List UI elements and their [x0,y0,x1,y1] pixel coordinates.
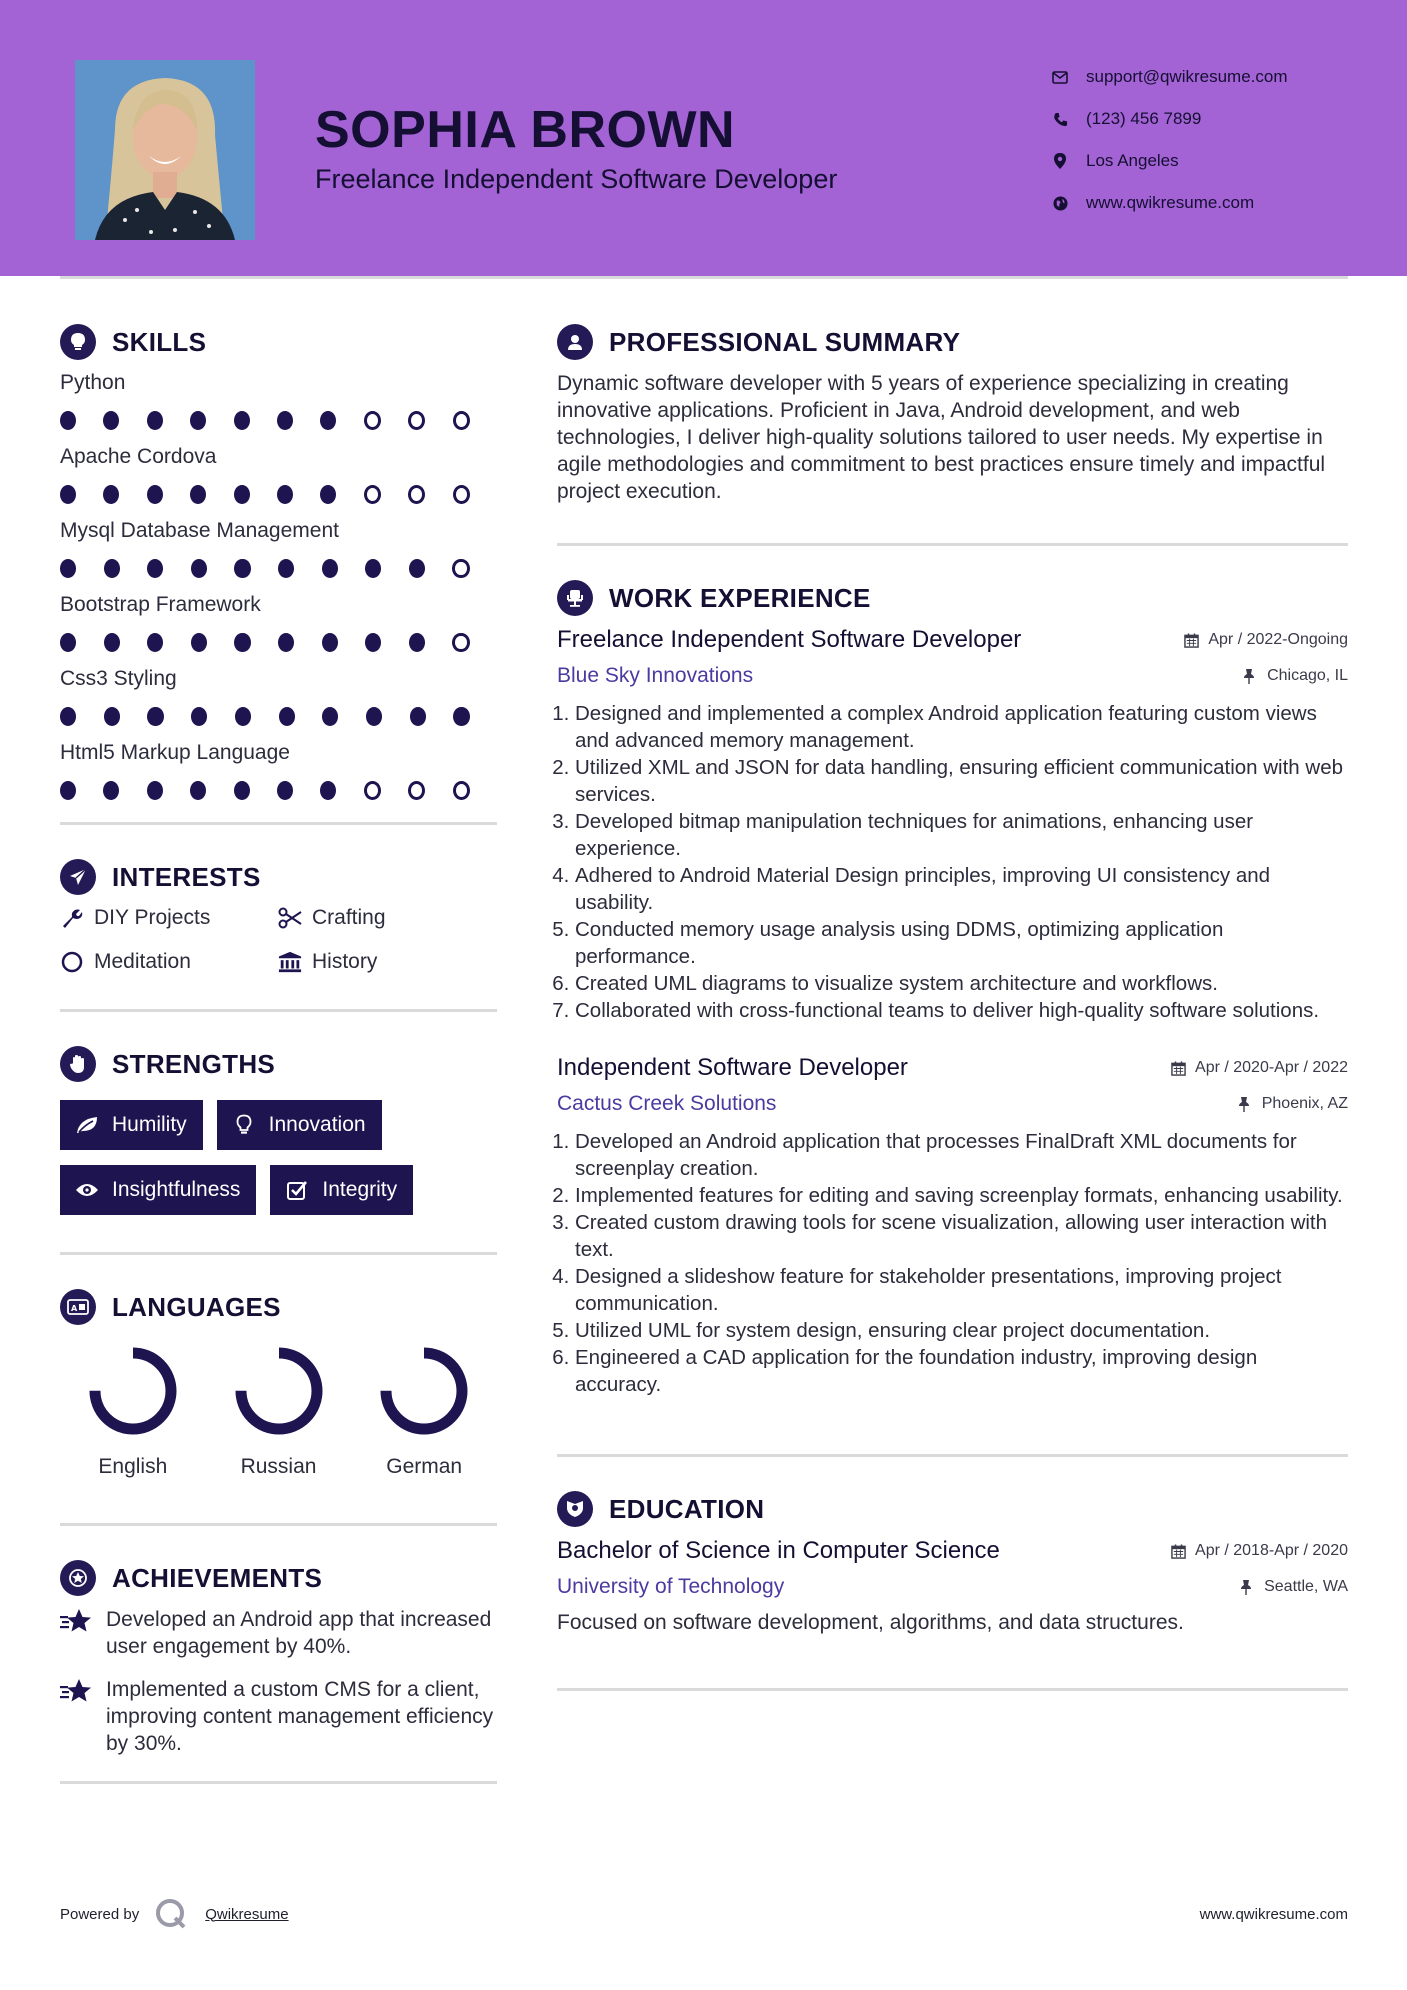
rating-dot-empty [453,411,470,430]
rating-dot-filled [191,707,207,726]
achievement-item: Implemented a custom CMS for a client, improving content management efficiency by 30%. [60,1676,497,1757]
rating-dot-filled [103,485,119,504]
rating-dot-filled [103,411,119,430]
language-item [206,1343,352,1479]
rating-dot-filled [322,707,338,726]
achievements-list [60,1606,497,1757]
user-icon [557,324,593,360]
language-item [351,1343,497,1479]
strengths-list [60,1100,497,1230]
star-list-icon [60,1676,92,1704]
job-title: Independent Software Developer [557,1054,908,1081]
museum-icon [278,950,302,974]
language-item [60,1343,206,1479]
rating-dot-filled [190,485,206,504]
education-heading: EDUCATION [557,1487,1348,1531]
job-location: Chicago, IL [1243,667,1348,685]
circle-icon [60,950,84,974]
rating-dot-filled [147,559,163,578]
rating-dot-filled [277,485,293,504]
job-dates: Apr / 2020-Apr / 2022 [1171,1059,1348,1077]
duty-item: 3. Developed bitmap manipulation techniques for animations, enhancing user experience. [575,808,1348,862]
education-description: Focused on software development, algorithms, and data structures. [557,1611,1184,1634]
rating-dot-empty [453,485,470,504]
interest-item: Crafting [278,903,496,933]
duties-list [557,700,1348,1024]
language-level-ring [85,1343,181,1439]
strength-tag: Innovation [217,1100,382,1150]
checkbox-icon [284,1177,310,1203]
candidate-name: SOPHIA BROWN [315,101,736,159]
job-entry [557,1050,1348,1398]
rating-dot-filled [60,633,76,652]
duty-item: 7. Collaborated with cross-functional teams to deliver high-quality software solutions. [575,997,1348,1024]
duty-item: 4. Designed a slideshow feature for stakeholder presentations, improving project communication. [575,1263,1348,1317]
skill-item [60,664,497,738]
rating-dot-filled [277,411,293,430]
rating-dot-filled [191,559,207,578]
interest-item: DIY Projects [60,903,278,933]
duty-item: 6. Engineered a CAD application for the foundation industry, improving design accuracy. [575,1344,1348,1398]
section-divider [60,1009,497,1012]
rating-dot-filled [60,707,76,726]
languages-heading: A LANGUAGES [60,1285,497,1329]
language-level-arc [386,1353,462,1429]
language-level-arc [241,1353,317,1429]
skill-item [60,738,497,812]
strength-tag: Integrity [270,1165,413,1215]
strength-tag: Insightfulness [60,1165,256,1215]
duty-item: 4. Adhered to Android Material Design principles, improving UI consistency and usability. [575,862,1348,916]
rating-dot-filled [453,707,469,726]
skills-heading: SKILLS [60,320,497,364]
rating-dot-filled [235,707,251,726]
scissors-icon [278,906,302,930]
rating-dot-filled [234,559,250,578]
skill-item [60,516,497,590]
skill-rating [60,398,497,442]
rating-dot-filled [409,559,425,578]
skill-rating [60,768,497,812]
strengths-heading: STRENGTHS [60,1042,497,1086]
language-level-ring [231,1343,327,1439]
rating-dot-filled [190,781,206,800]
leaf-icon [74,1112,100,1138]
skills-list [60,368,497,812]
language-name: English [98,1455,168,1478]
contact-list [1050,56,1390,224]
skill-item [60,590,497,664]
education-entry [557,1533,1348,1636]
calendar-icon [1171,1543,1187,1559]
map-pin-icon [1050,151,1070,171]
contact-phone[interactable]: (123) 456 7899 [1050,98,1390,140]
languages-list [60,1343,497,1479]
rating-dot-filled [191,633,207,652]
paper-plane-icon [60,859,96,895]
rating-dot-filled [103,781,119,800]
rating-dot-empty [453,781,470,800]
rating-dot-filled [278,559,294,578]
rating-dot-empty [452,633,469,652]
right-column [557,320,1348,1691]
rating-dot-filled [322,559,338,578]
rating-dot-filled [60,781,76,800]
rating-dot-filled [234,411,250,430]
eye-icon [74,1177,100,1203]
section-divider [60,1523,497,1526]
rating-dot-filled [277,781,293,800]
summary-text: Dynamic software developer with 5 years of experience specializing in creating innovative applications. Proficient in Java, Android development, and web technologies, I deliver high-quality solutions tailored to user needs. My expertise in agile methodologies and commitment to best practices ensure timely and impactful project execution. [557,372,1326,503]
company-name: Cactus Creek Solutions [557,1092,777,1115]
section-divider [60,1781,497,1784]
rating-dot-filled [147,485,163,504]
hand-icon [60,1046,96,1082]
pushpin-icon [1238,1096,1254,1112]
skill-item [60,368,497,442]
rating-dot-filled [278,633,294,652]
rating-dot-empty [364,781,381,800]
rating-dot-empty [408,781,425,800]
calendar-icon [1171,1060,1187,1076]
wrench-icon [60,906,84,930]
rating-dot-filled [234,633,250,652]
education-location: Seattle, WA [1240,1578,1348,1596]
svg-text:A: A [71,1304,78,1313]
rating-dot-filled [60,559,76,578]
rating-dot-filled [234,485,250,504]
contact-website[interactable]: www.qwikresume.com [1050,182,1390,224]
skill-name: Apache Cordova [60,445,217,468]
interest-item: History [278,947,496,977]
graduate-icon [557,1491,593,1527]
rating-dot-filled [147,411,163,430]
section-divider [557,1688,1348,1691]
skill-name: Html5 Markup Language [60,741,290,764]
job-entry [557,622,1348,1024]
rating-dot-filled [104,633,120,652]
rating-dot-filled [190,411,206,430]
duty-item: 5. Utilized UML for system design, ensuring clear project documentation. [575,1317,1348,1344]
skill-name: Mysql Database Management [60,519,339,542]
duties-list [557,1128,1348,1398]
language-level-arc [95,1353,171,1429]
skill-item [60,442,497,516]
rating-dot-filled [147,633,163,652]
rating-dot-filled [147,707,163,726]
left-column [60,320,497,1784]
rating-dot-filled [60,485,76,504]
rating-dot-filled [320,411,336,430]
achievement-item: Developed an Android app that increased user engagement by 40%. [60,1606,497,1660]
rating-dot-empty [452,559,469,578]
footer-url[interactable]: www.qwikresume.com [1199,1905,1348,1923]
profile-photo [75,60,255,240]
degree-title: Bachelor of Science in Computer Science [557,1537,1000,1564]
qwikresume-link[interactable]: Qwikresume [205,1905,289,1923]
strength-tag: Humility [60,1100,203,1150]
skill-name: Bootstrap Framework [60,593,261,616]
rating-dot-filled [320,781,336,800]
achievements-heading: ACHIEVEMENTS [60,1556,497,1600]
duty-item: 2. Implemented features for editing and saving screenplay formats, enhancing usability. [575,1182,1348,1209]
skill-name: Python [60,371,126,394]
candidate-role: Freelance Independent Software Developer [315,164,838,194]
company-name: Blue Sky Innovations [557,664,754,687]
duty-item: 3. Created custom drawing tools for scene visualization, allowing user interaction with text. [575,1209,1348,1263]
language-name: Russian [240,1455,317,1478]
office-chair-icon [557,580,593,616]
language-level-ring [376,1343,472,1439]
rating-dot-filled [322,633,338,652]
rating-dot-filled [409,633,425,652]
globe-icon [1050,193,1070,213]
duty-item: 2. Utilized XML and JSON for data handling, ensuring efficient communication with web services. [575,754,1348,808]
rating-dot-filled [320,485,336,504]
rating-dot-empty [364,411,381,430]
skill-rating [60,694,497,738]
skill-rating [60,620,497,664]
experience-heading: WORK EXPERIENCE [557,576,1348,620]
skill-name: Css3 Styling [60,667,177,690]
rating-dot-filled [104,707,120,726]
job-dates: Apr / 2022-Ongoing [1184,631,1348,649]
rating-dot-filled [365,559,381,578]
rating-dot-filled [279,707,295,726]
rating-dot-filled [104,559,120,578]
duty-item: 5. Conducted memory usage analysis using DDMS, optimizing application performance. [575,916,1348,970]
rating-dot-filled [366,707,382,726]
lightbulb-icon [231,1112,257,1138]
interests-list [60,903,497,977]
rating-dot-filled [410,707,426,726]
contact-location: Los Angeles [1050,140,1390,182]
star-list-icon [60,1606,92,1634]
envelope-icon [1050,67,1070,87]
duty-item: 6. Created UML diagrams to visualize system architecture and workflows. [575,970,1348,997]
language-card-icon [60,1289,96,1325]
summary-heading: PROFESSIONAL SUMMARY [557,320,1348,364]
header-divider [60,276,1348,279]
footer [60,1892,1348,1936]
rating-dot-filled [147,781,163,800]
contact-email[interactable]: support@qwikresume.com [1050,56,1390,98]
resume-header [0,0,1407,276]
interests-heading: INTERESTS [60,855,497,899]
duty-item: 1. Developed an Android application that processes FinalDraft XML documents for screenplay creation. [575,1128,1348,1182]
rating-dot-filled [60,411,76,430]
star-badge-icon [60,1560,96,1596]
rating-dot-empty [364,485,381,504]
rating-dot-empty [408,485,425,504]
interest-item: Meditation [60,947,278,977]
qwikresume-logo-icon [153,1896,189,1932]
duty-item: 1. Designed and implemented a complex Android application featuring custom views and advanced memory management. [575,700,1348,754]
language-name: German [386,1455,463,1478]
job-title: Freelance Independent Software Developer [557,626,1022,653]
skill-rating [60,546,497,590]
lightbulb-icon [60,324,96,360]
skill-rating [60,472,497,516]
section-divider [60,822,497,825]
job-location: Phoenix, AZ [1238,1095,1348,1113]
education-dates: Apr / 2018-Apr / 2020 [1171,1542,1348,1560]
rating-dot-filled [365,633,381,652]
pushpin-icon [1243,668,1259,684]
rating-dot-empty [408,411,425,430]
section-divider [60,1252,497,1255]
section-divider [557,1454,1348,1457]
footer-powered-by: Powered by Qwikresume [60,1896,289,1932]
pushpin-icon [1240,1579,1256,1595]
rating-dot-filled [234,781,250,800]
phone-icon [1050,109,1070,129]
section-divider [557,543,1348,546]
school-name: University of Technology [557,1575,785,1598]
calendar-icon [1184,632,1200,648]
